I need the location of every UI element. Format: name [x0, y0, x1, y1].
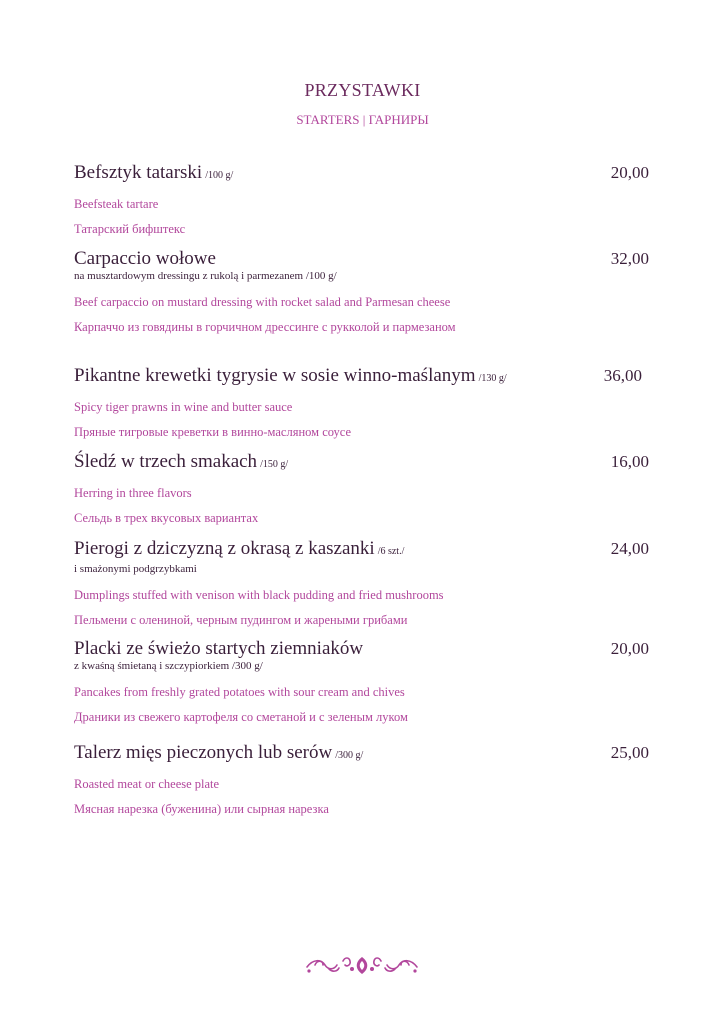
- menu-item: [74, 537, 649, 627]
- item-weight: /100 g/: [205, 170, 234, 181]
- item-name: Carpaccio wołowe: [74, 248, 216, 269]
- item-russian: Карпаччо из говядины в горчичном дрессинге с рукколой и пармезаном: [74, 320, 456, 334]
- item-note: na musztardowym dressingu z rukolą i parmezanem /100 g/: [74, 270, 337, 282]
- item-russian: Татарский бифштекс: [74, 222, 186, 236]
- menu-item: [74, 741, 649, 816]
- item-russian: Пряные тигровые креветки в винно-масляном соусе: [74, 425, 352, 439]
- floral-ornament-icon: [303, 953, 421, 977]
- section-subtitle: STARTERS | ГАРНИРЫ: [296, 112, 429, 127]
- item-russian: Мясная нарезка (буженина) или сырная нарезка: [74, 802, 329, 816]
- item-english: Herring in three flavors: [74, 486, 192, 500]
- item-name: Befsztyk tatarski: [74, 162, 203, 183]
- item-name: Śledź w trzech smakach: [74, 451, 258, 472]
- menu-item: [74, 161, 649, 236]
- item-weight: /130 g/: [478, 373, 507, 384]
- item-price: 25,00: [610, 743, 649, 762]
- menu-item: [74, 247, 649, 334]
- item-english: Roasted meat or cheese plate: [74, 777, 220, 791]
- item-russian: Сельдь в трех вкусовых вариантах: [74, 511, 259, 525]
- item-weight: /6 szt./: [377, 546, 405, 557]
- item-english: Dumplings stuffed with venison with black pudding and fried mushrooms: [74, 588, 444, 602]
- menu-item: [74, 450, 649, 525]
- item-name: Talerz mięs pieczonych lub serów: [74, 742, 333, 763]
- item-english: Pancakes from freshly grated potatoes with sour cream and chives: [74, 685, 405, 699]
- item-english: Beefsteak tartare: [74, 197, 159, 211]
- item-note: z kwaśną śmietaną i szczypiorkiem /300 g/: [74, 660, 263, 672]
- item-price: 32,00: [610, 249, 649, 268]
- item-price: 20,00: [610, 163, 649, 182]
- item-english: Beef carpaccio on mustard dressing with rocket salad and Parmesan cheese: [74, 295, 451, 309]
- item-note: i smażonymi podgrzybkami: [74, 563, 197, 575]
- item-russian: Драники из свежего картофеля со сметаной и с зеленым луком: [74, 710, 408, 724]
- item-name: Placki ze świeżo startych ziemniaków: [74, 638, 364, 659]
- item-name: Pikantne krewetki tygrysie w sosie winno-maślanym: [74, 365, 476, 386]
- item-name: Pierogi z dziczyzną z okrasą z kaszanki: [74, 538, 375, 559]
- item-price: 16,00: [610, 452, 649, 471]
- item-russian: Пельмени с олениной, черным пудингом и жареными грибами: [74, 613, 408, 627]
- item-price: 20,00: [610, 639, 649, 658]
- item-price: 24,00: [610, 539, 649, 558]
- item-weight: /300 g/: [335, 750, 364, 761]
- section-title: PRZYSTAWKI: [304, 80, 421, 100]
- item-weight: /150 g/: [260, 459, 289, 470]
- menu-item: [74, 637, 649, 724]
- item-price: 36,00: [603, 366, 642, 385]
- menu-item: [74, 364, 642, 439]
- item-english: Spicy tiger prawns in wine and butter sauce: [74, 400, 293, 414]
